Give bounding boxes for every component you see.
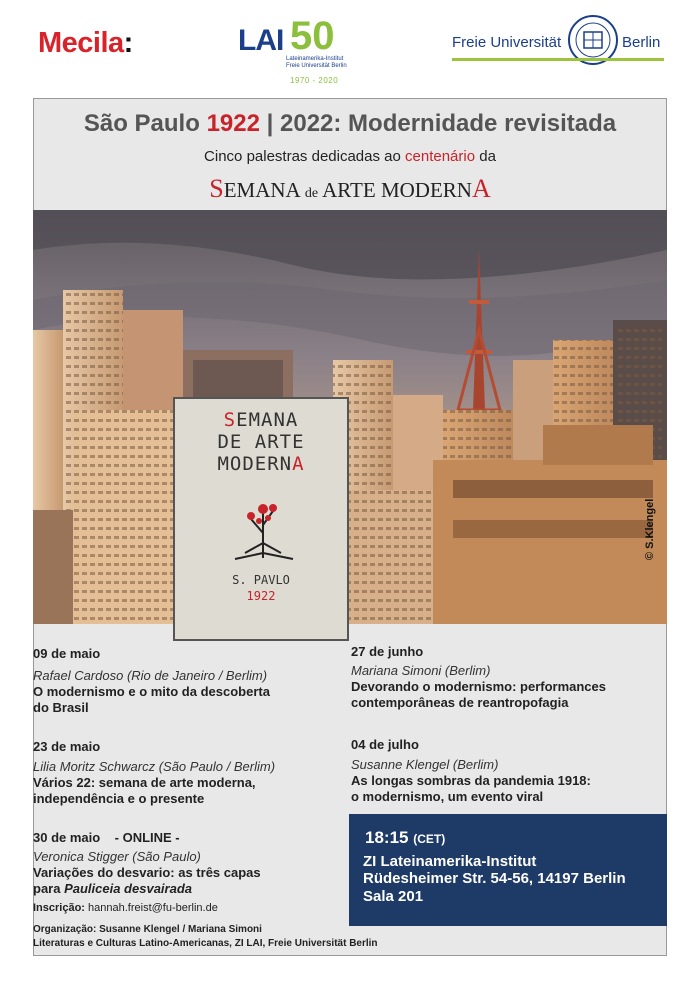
lecture-speaker: Veronica Stigger (São Paulo) — [33, 849, 201, 864]
lecture-title: O modernismo e o mito da descoberta — [33, 684, 270, 699]
lecture-title: para Pauliceia desvairada — [33, 881, 192, 896]
photo-credit: © S.Klengel — [644, 498, 656, 560]
lecture-speaker: Rafael Cardoso (Rio de Janeiro / Berlim) — [33, 668, 268, 683]
lecture-title: Variações do desvario: as três capas — [33, 865, 261, 880]
venue-name: ZI Lateinamerika-Institut — [363, 853, 537, 870]
lecture-date: 23 de maio — [33, 739, 101, 754]
lecture-date: 30 de maio - ONLINE - — [33, 830, 180, 845]
sao-paulo-skyline-photo — [33, 210, 667, 624]
registration-line: Inscrição: hannah.freist@fu-berlin.de — [33, 902, 218, 914]
lecture-title: As longas sombras da pandemia 1918: — [351, 773, 591, 788]
poster-subtitle: Cinco palestras dedicadas ao centenário da — [204, 148, 496, 165]
registration-email[interactable]: hannah.freist@fu-berlin.de — [88, 902, 218, 914]
book-place: S. PAVLO — [232, 573, 290, 587]
venue-address: Rüdesheimer Str. 54-56, 14197 Berlin — [363, 870, 626, 887]
event-time: 18:15 (CET) — [365, 828, 446, 847]
venue-room: Sala 201 — [363, 888, 424, 905]
book-cover — [173, 397, 349, 641]
lecture-title: Vários 22: semana de arte moderna, — [33, 775, 256, 790]
book-title-line1: SEMANA — [223, 409, 299, 431]
lai-50-logo: LAI 50 Lateinamerika-Institut Freie Universität Berlin 1970 - 2020 — [238, 14, 347, 85]
mecila-logo: Mecila: — [38, 27, 133, 59]
lecture-title: contemporâneas de reantropofagia — [351, 695, 569, 710]
venue-box — [349, 814, 667, 926]
lecture-item — [33, 646, 333, 716]
lecture-item — [351, 644, 667, 711]
book-title-line3: MODERNA — [217, 453, 305, 475]
lecture-title: independência e o presente — [33, 791, 205, 806]
lecture-speaker: Susanne Klengel (Berlim) — [351, 757, 499, 772]
book-title-line2: DE ARTE — [217, 431, 305, 453]
lecture-title: Devorando o modernismo: performances — [351, 679, 606, 694]
lecture-item — [351, 737, 667, 805]
lecture-title: o modernismo, um evento viral — [351, 789, 544, 804]
fu-berlin-logo: Freie Universität Berlin — [452, 14, 672, 76]
lecture-speaker: Lilia Moritz Schwarcz (São Paulo / Berlim) — [33, 759, 276, 774]
semana-title: SEMANA de ARTE MODERNA — [209, 174, 491, 203]
institution-line: Literaturas e Culturas Latino-Americanas, ZI LAI, Freie Universität Berlin — [33, 938, 378, 949]
book-year: 1922 — [246, 589, 276, 603]
lecture-title: do Brasil — [33, 700, 89, 715]
lecture-item — [33, 830, 343, 897]
lecture-item — [33, 739, 333, 807]
poster-title: São Paulo 1922 | 2022: Modernidade revisitada — [83, 110, 617, 137]
lecture-date: 27 de junho — [351, 644, 424, 659]
lecture-date: 09 de maio — [33, 646, 101, 661]
organization-line: Organização: Susanne Klengel / Mariana Simoni — [33, 924, 262, 935]
lecture-speaker: Mariana Simoni (Berlim) — [351, 663, 491, 678]
header-logos — [0, 0, 700, 95]
tree-illustration-icon — [215, 483, 311, 563]
lecture-date: 04 de julho — [351, 737, 419, 752]
fu-green-bar — [452, 58, 664, 61]
